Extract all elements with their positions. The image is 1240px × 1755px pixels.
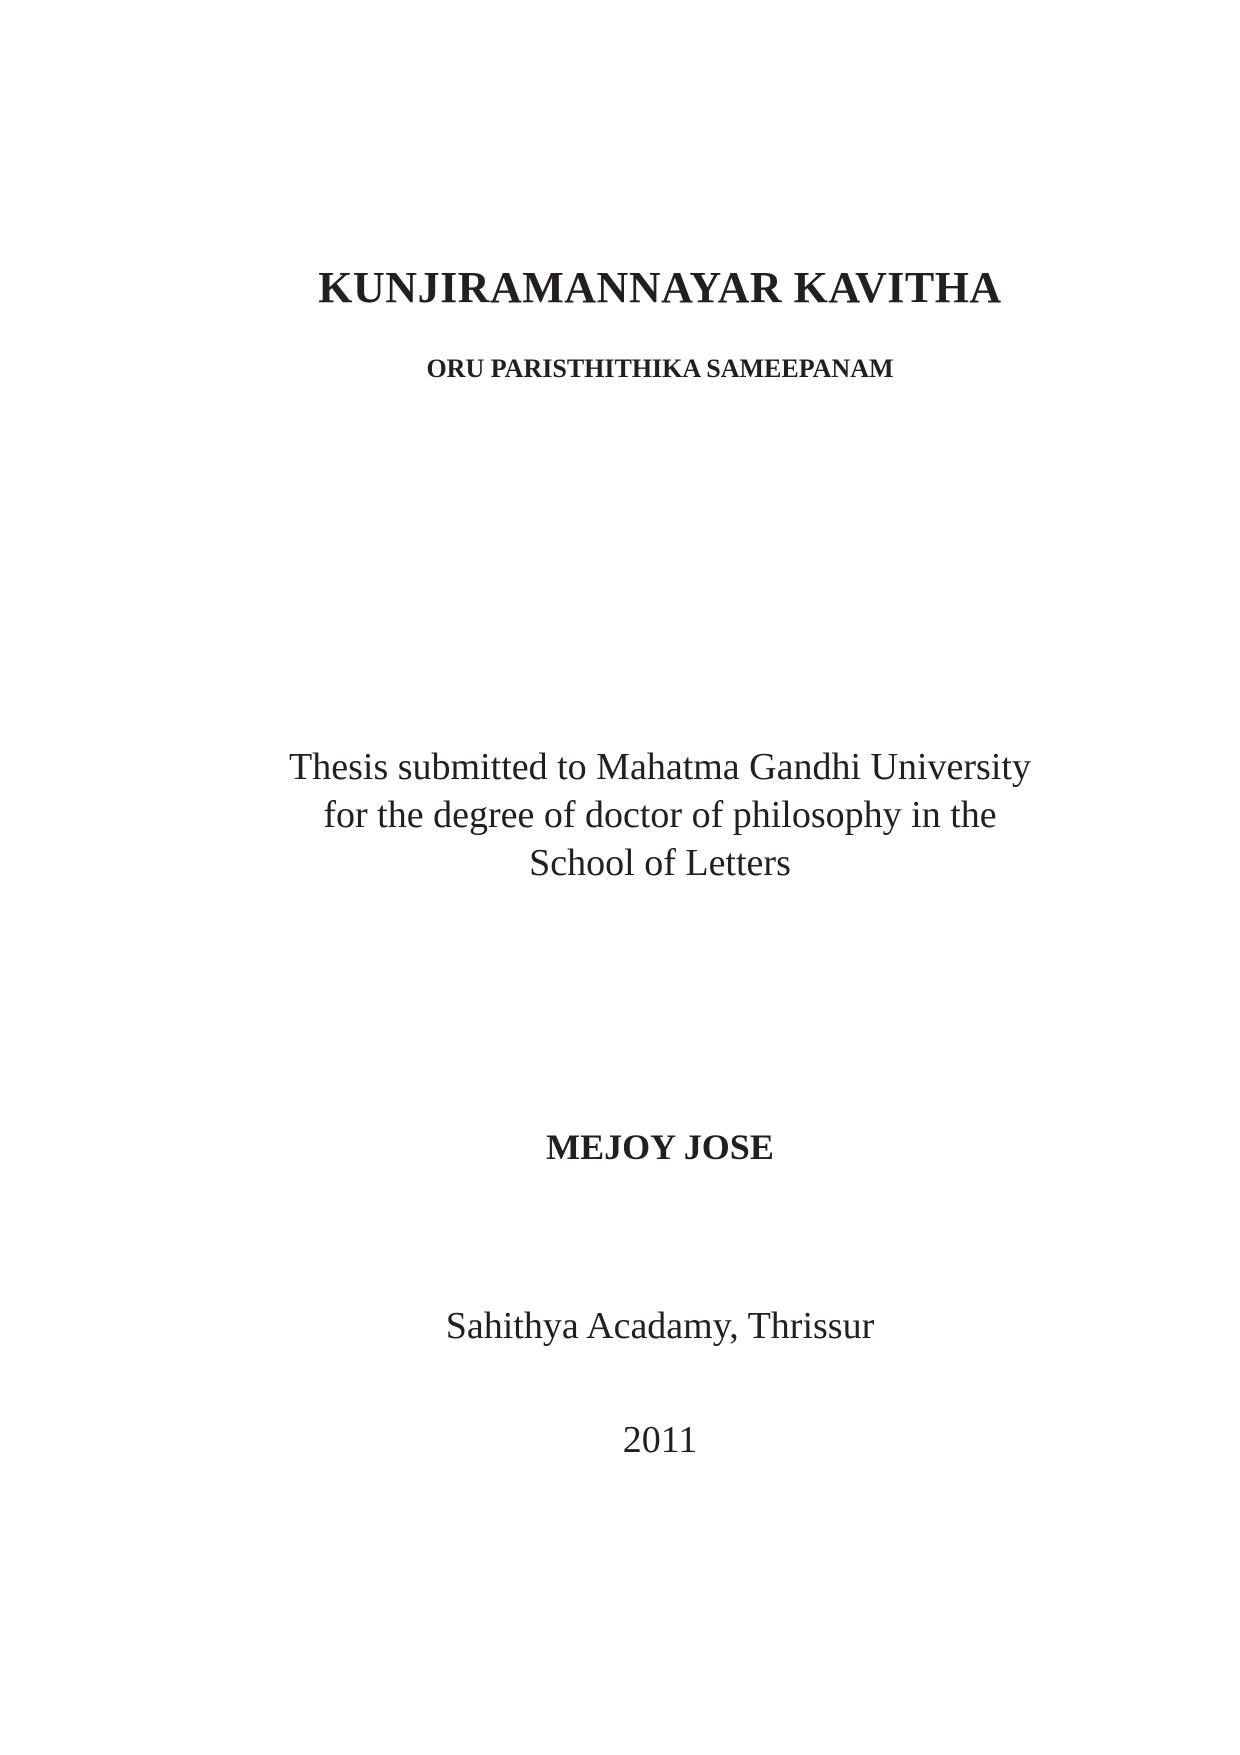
- author-name: MEJOY JOSE: [546, 1127, 774, 1167]
- thesis-title: KUNJIRAMANNAYAR KAVITHA: [318, 263, 1002, 312]
- submission-line-2: for the degree of doctor of philosophy in the: [323, 794, 997, 836]
- submission-year: 2011: [622, 1419, 698, 1461]
- institution-name: Sahithya Acadamy, Thrissur: [445, 1305, 875, 1347]
- submission-line-1: Thesis submitted to Mahatma Gandhi University: [289, 746, 1031, 788]
- thesis-subtitle: ORU PARISTHITHIKA SAMEEPANAM: [426, 354, 894, 383]
- submission-line-3: School of Letters: [529, 842, 791, 884]
- submission-statement: [0, 743, 1240, 887]
